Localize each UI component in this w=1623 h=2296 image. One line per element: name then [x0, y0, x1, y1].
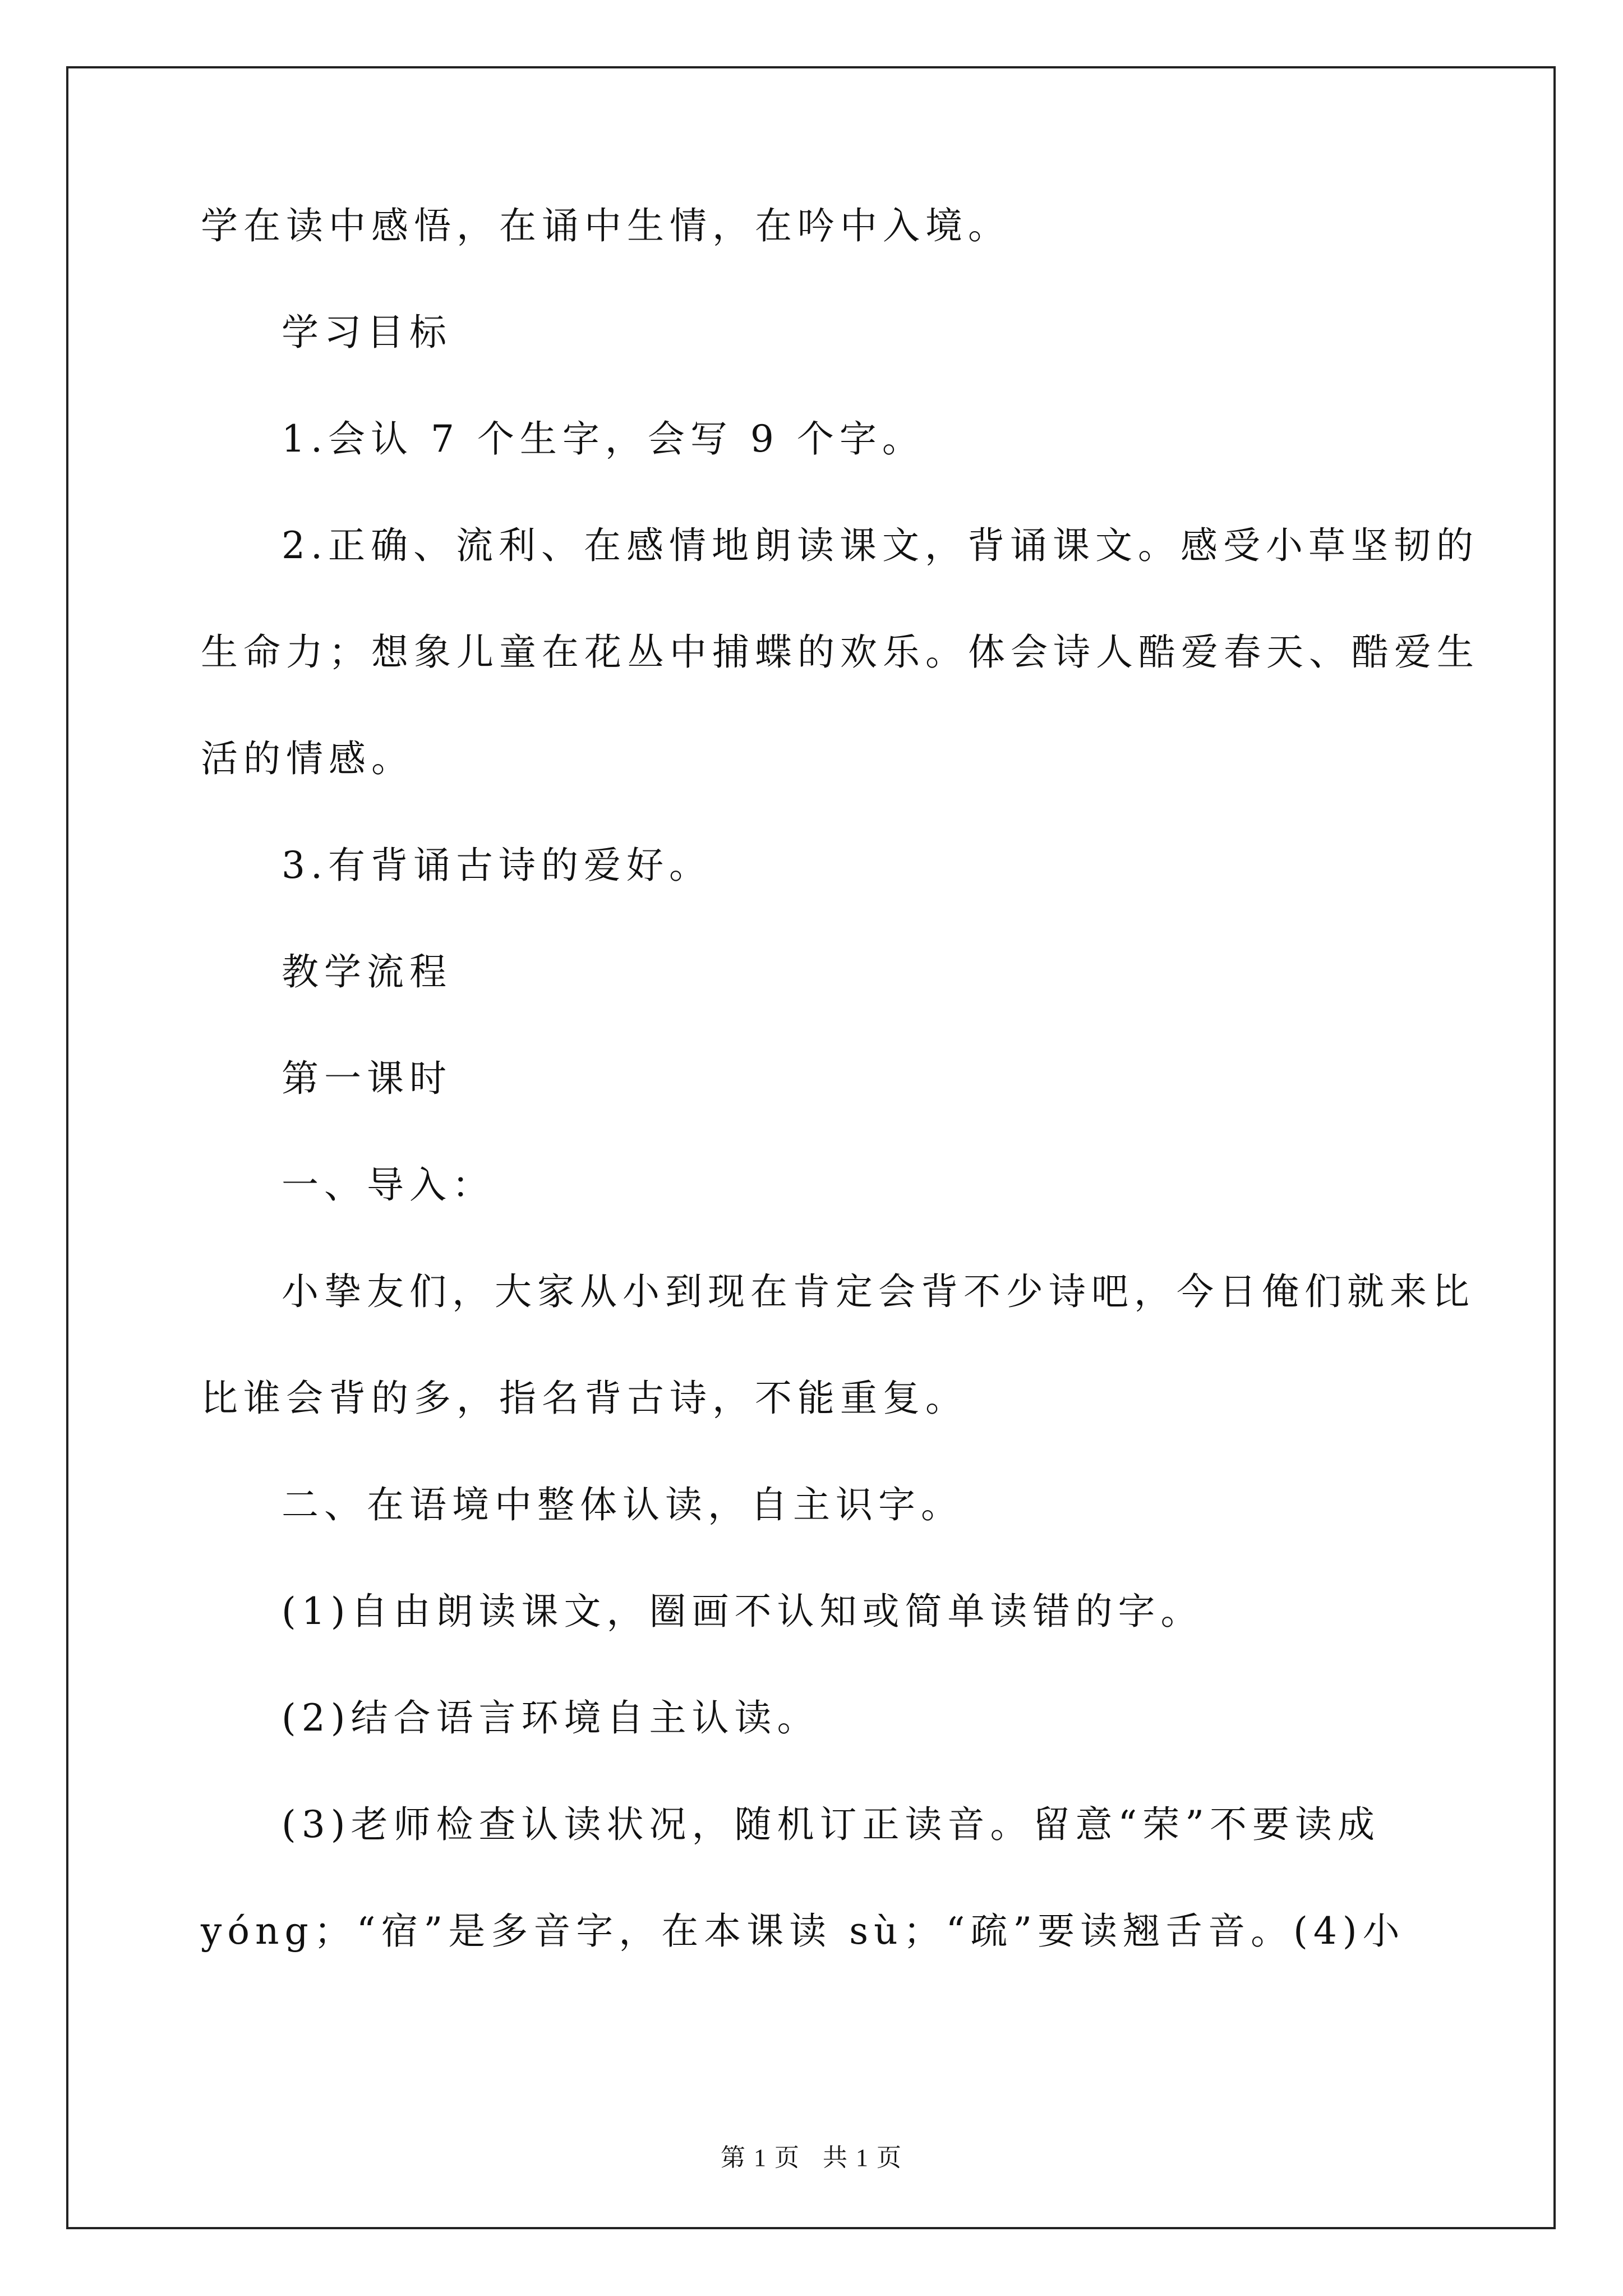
section-heading-intro: 一、导入：	[282, 1163, 495, 1207]
text-line: 学在读中感悟，在诵中生情，在吟中入境。	[201, 204, 1011, 247]
page-number: 第 1 页	[721, 2144, 800, 2171]
step-item-3: (3)老师检查认读状况，随机订正读音。留意“荣”不要读成	[282, 1803, 1380, 1846]
goal-item-1: 1.会认 7 个生字，会写 9 个字。	[282, 417, 925, 461]
text-line: 活的情感。	[201, 737, 414, 780]
page-total: 共 1 页	[823, 2144, 902, 2171]
goal-item-2: 2.正确、流利、在感情地朗读课文，背诵课文。感受小草坚韧的	[282, 524, 1479, 567]
section-heading-first-lesson: 第一课时	[282, 1057, 452, 1100]
page-border	[66, 66, 1556, 2229]
text-line: 生命力；想象儿童在花丛中捕蝶的欢乐。体会诗人酷爱春天、酷爱生	[201, 631, 1479, 674]
section-heading-teaching-process: 教学流程	[282, 950, 452, 993]
goal-item-3: 3.有背诵古诗的爱好。	[282, 844, 712, 887]
text-line: 小挚友们，大家从小到现在肯定会背不少诗吧，今日俺们就来比	[282, 1270, 1475, 1313]
section-heading-learning-goals: 学习目标	[282, 311, 452, 354]
text-line: yóng；“宿”是多音字，在本课读 sù；“疏”要读翘舌音。(4)小	[201, 1910, 1405, 1953]
section-heading-reading: 二、在语境中整体认读，自主识字。	[282, 1483, 963, 1526]
text-line: 比谁会背的多，指名背古诗，不能重复。	[201, 1377, 968, 1420]
page-footer	[0, 2137, 1623, 2173]
step-item-1: (1)自由朗读课文，圈画不认知或简单读错的字。	[282, 1590, 1204, 1633]
step-item-2: (2)结合语言环境自主认读。	[282, 1696, 820, 1740]
